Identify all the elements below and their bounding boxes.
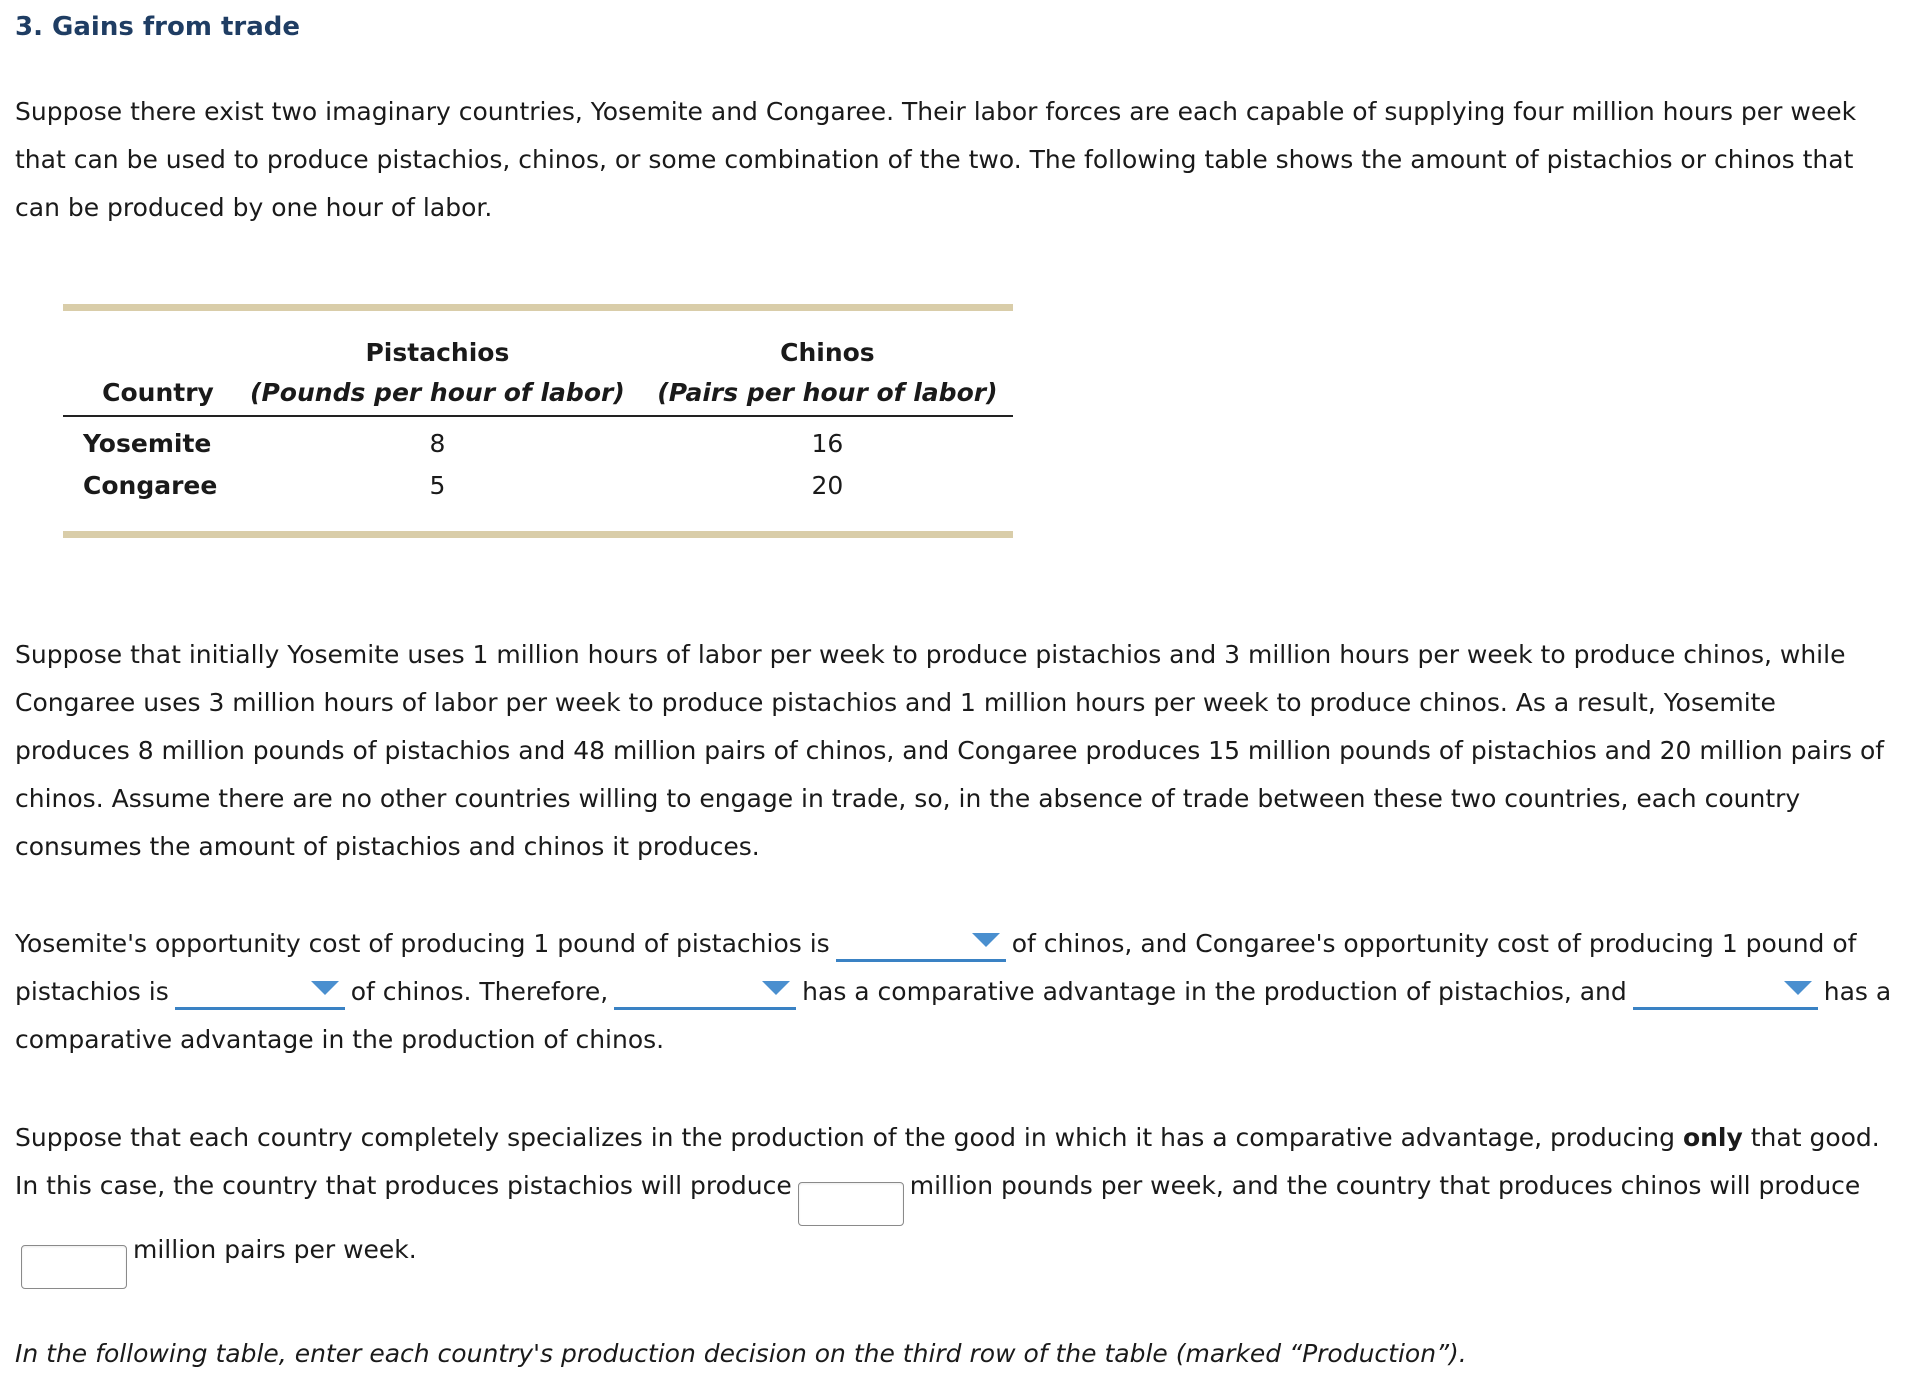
question1-text-4: has a comparative advantage in the production of pistachios, and — [802, 977, 1627, 1006]
instruction-text: In the following table, enter each country's production decision on the third row of the table (marked “Production”). — [15, 1339, 1467, 1368]
country-header: Country — [63, 369, 233, 416]
yosemite-opportunity-cost-dropdown[interactable] — [836, 925, 1006, 962]
dropdown-arrow-icon — [762, 981, 790, 995]
pistachios-production-input[interactable] — [798, 1182, 904, 1226]
question1-text-1: Yosemite's opportunity cost of producing 1 pound of pistachios is — [15, 929, 830, 958]
country-name: Congaree — [83, 471, 218, 500]
pistachios-units-header: (Pounds per hour of labor) — [233, 369, 642, 416]
dropdown-arrow-icon — [311, 981, 339, 995]
problem-title: 3. Gains from trade — [15, 12, 301, 42]
chinos-production-input[interactable] — [21, 1245, 127, 1289]
table-row — [63, 469, 1013, 531]
question2-text-1: Suppose that each country completely specializes in the production of the good in which it has a comparative advantage, producing — [15, 1123, 1675, 1152]
question2-text-3: million pounds per week, and the country that produces chinos will produce — [909, 1171, 1861, 1200]
specialization-question — [15, 1114, 1895, 1289]
scenario-paragraph: Suppose that initially Yosemite uses 1 million hours of labor per week to produce pistachios and 3 million hours per week to produce chinos, while Congaree uses 3 million hours of labor per week to produce pistachios and 1 million hours per week to produce chinos. As a result, Yosemite produces 8 million pounds of pistachios and 48 million pairs of chinos, and Congaree produces 15 million pounds of pistachios and 20 million pairs of chinos. Assume there are no other countries willing to engage in trade, so, in the absence of trade between these two countries, each country consumes the amount of pistachios and chinos it produces. — [15, 640, 1885, 861]
pistachios-value: 8 — [429, 428, 446, 458]
production-table — [63, 304, 1013, 538]
chinos-units-header: (Pairs per hour of labor) — [642, 369, 1013, 416]
country-name: Yosemite — [83, 428, 212, 458]
emphasis-only: only — [1682, 1123, 1743, 1152]
table-row — [63, 416, 1013, 469]
dropdown-arrow-icon — [972, 933, 1000, 947]
chinos-advantage-country-dropdown[interactable] — [1633, 973, 1818, 1010]
congaree-opportunity-cost-dropdown[interactable] — [175, 973, 345, 1010]
question2-text-4: million pairs per week. — [133, 1234, 417, 1264]
question1-text-5: has a comparative advantage in the production of chinos. — [15, 977, 1892, 1054]
chinos-value: 16 — [811, 428, 844, 458]
question1-text-3: of chinos. Therefore, — [350, 977, 609, 1006]
pistachios-advantage-country-dropdown[interactable] — [614, 973, 796, 1010]
pistachios-value: 5 — [429, 471, 446, 500]
opportunity-cost-question — [15, 920, 1895, 1064]
chinos-value: 20 — [811, 471, 844, 500]
dropdown-arrow-icon — [1784, 981, 1812, 995]
question2-text-2: that good. In this case, the country that produces pistachios will produce — [15, 1123, 1880, 1200]
question1-text-2: of chinos, and Congaree's opportunity cost of producing 1 pound of pistachios is — [15, 929, 1857, 1006]
pistachios-header: Pistachios — [365, 338, 510, 367]
intro-paragraph: Suppose there exist two imaginary countries, Yosemite and Congaree. Their labor forces are each capable of supplying four million hours per week that can be used to produce pistachios, chinos, or some combination of the two. The following table shows the amount of pistachios or chinos that can be produced by one hour of labor. — [15, 97, 1857, 222]
chinos-header: Chinos — [780, 338, 875, 367]
